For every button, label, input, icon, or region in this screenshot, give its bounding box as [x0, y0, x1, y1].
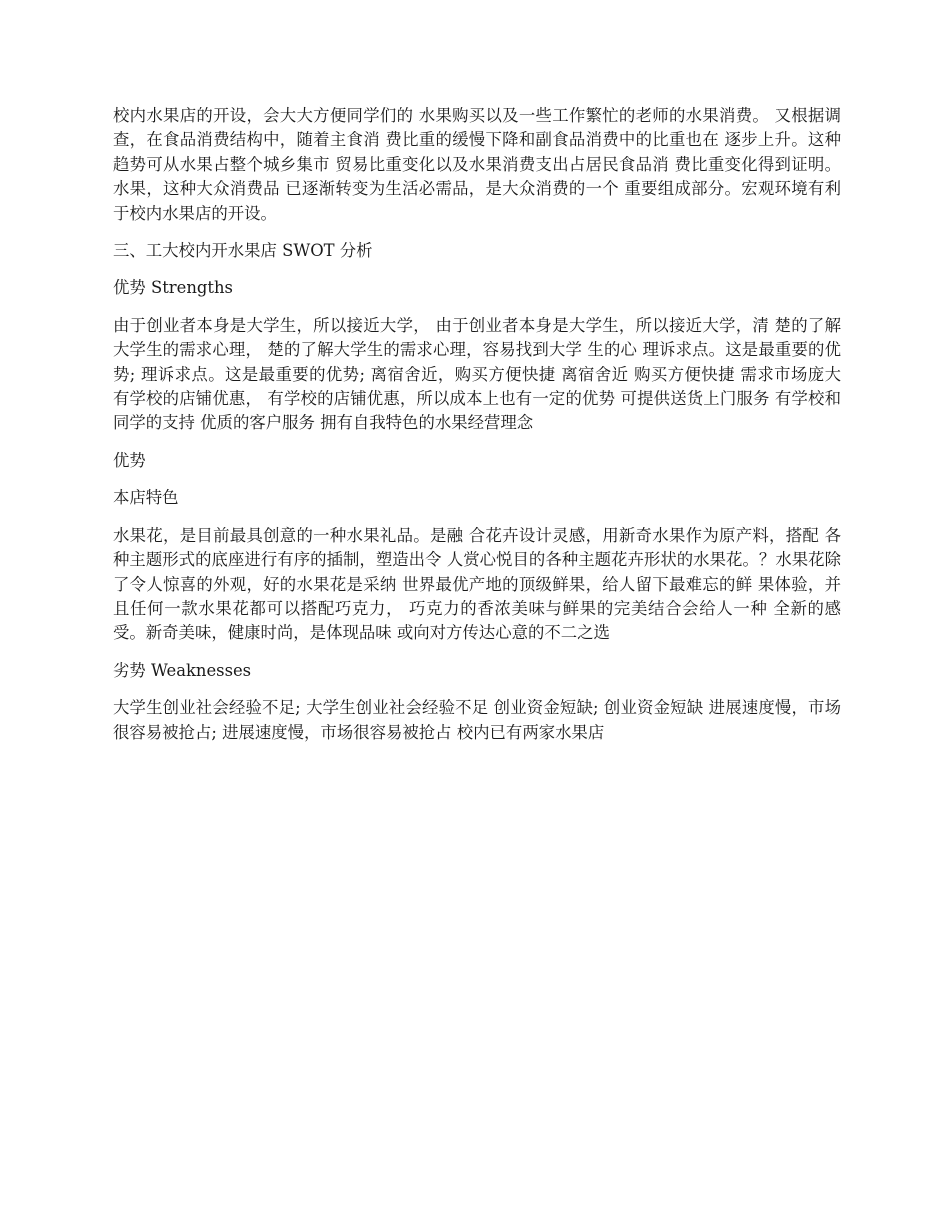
subheading-store-features: 本店特色 [113, 488, 179, 508]
subheading-weaknesses: 劣势 Weaknesses [113, 660, 252, 680]
paragraph-store-features: 水果花，是目前最具创意的一种水果礼品。是融 合花卉设计灵感，用新奇水果作为原产料，搭配 各种主题形式的底座进行有序的插制，塑造出令 人赏心悦目的各种主题花卉形状的水果花。？水果花除了令人惊喜的外观，好的水果花是采纳 世界最优产地的顶级鲜果，给人留下最难忘的鲜 果体验，并且任何一款水果花都可以搭配巧克力， 巧克力的香浓美味与鲜果的完美结合会给人一种 全新的感受。新奇美味，健康时尚，是体现品味 或向对方传达心意的不二之选 [113, 525, 841, 643]
paragraph-market-environment: 校内水果店的开设，会大大方便同学们的 水果购买以及一些工作繁忙的老师的水果消费。 又根据调查，在食品消费结构中，随着主食消 费比重的缓慢下降和副食品消费中的比重也在 逐步上升。这种趋势可从水果占整个城乡集市 贸易比重变化以及水果消费支出占居民食品消 费比重变化得到证明。水果，这种大众消费品 已逐渐转变为生活必需品，是大众消费的一个 重要组成部分。宏观环境有利于校内水果店的开设。 [113, 106, 841, 223]
paragraph-strengths: 由于创业者本身是大学生，所以接近大学， 由于创业者本身是大学生，所以接近大学，清 楚的了解大学生的需求心理， 楚的了解大学生的需求心理，容易找到大学 生的心 理诉求点。这是最重要的优势; 理诉求点。这是最重要的优势; 离宿舍近，购买方便快捷 离宿舍近 购买方便快捷 需求市场庞大 有学校的店铺优惠， 有学校的店铺优惠，所以成本上也有一定的优势 可提供送货上门服务 有学校和同学的支持 优质的客户服务 拥有自我特色的水果经营理念 [113, 315, 841, 433]
section-heading-swot: 三、工大校内开水果店 SWOT 分析 [113, 241, 373, 261]
subheading-advantage: 优势 [113, 450, 146, 470]
document-page [113, 104, 841, 758]
paragraph-weaknesses: 大学生创业社会经验不足; 大学生创业社会经验不足 创业资金短缺; 创业资金短缺 进展速度慢，市场很容易被抢占; 进展速度慢，市场很容易被抢占 校内已有两家水果店 [113, 698, 841, 742]
subheading-strengths: 优势 Strengths [113, 278, 233, 298]
